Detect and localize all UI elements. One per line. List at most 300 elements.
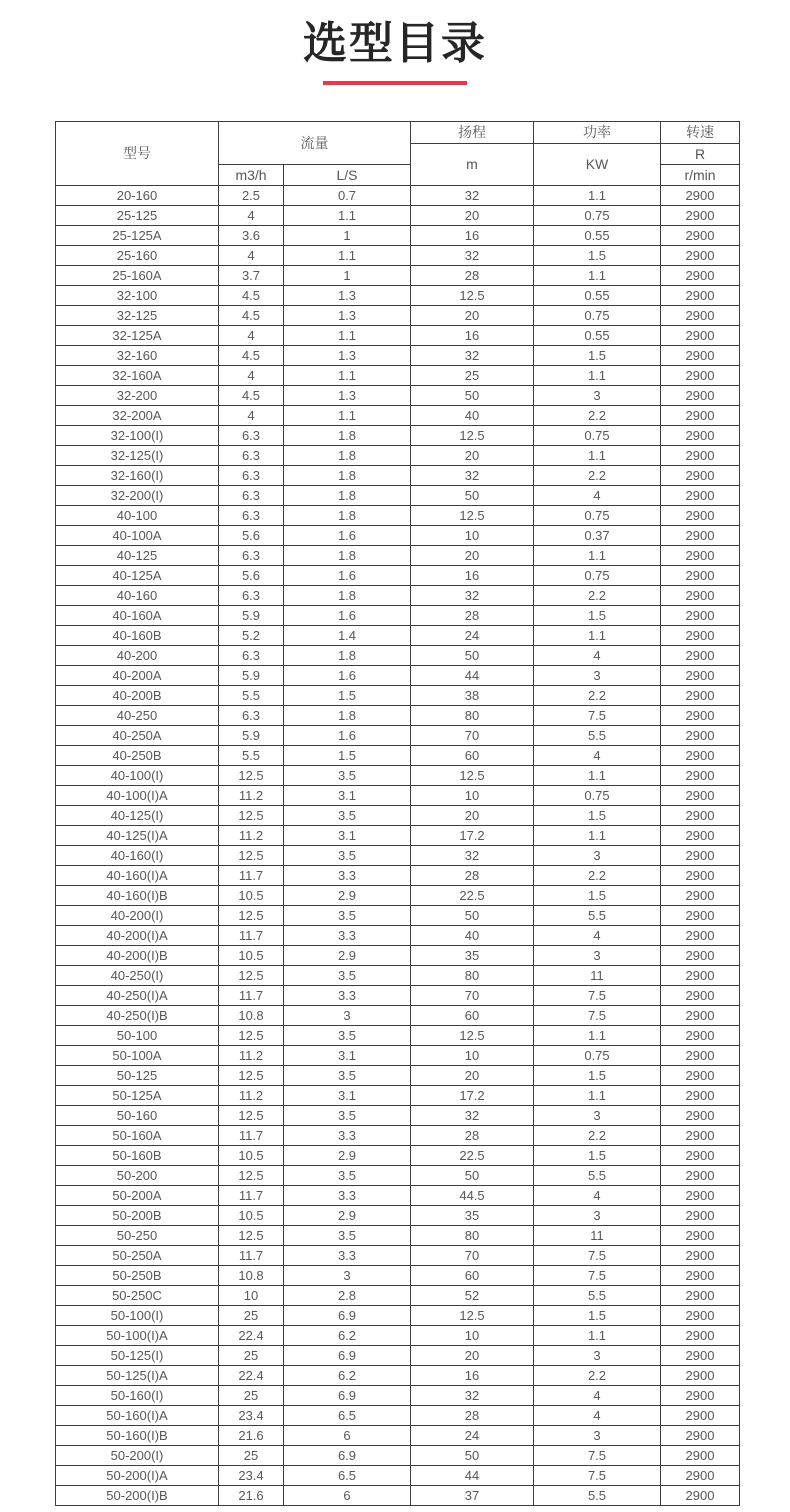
cell-flow-ls: 1.8 xyxy=(284,445,411,465)
table-row xyxy=(56,1325,740,1345)
cell-flow-ls: 2.9 xyxy=(284,885,411,905)
cell-power-kw: 7.5 xyxy=(534,705,661,725)
cell-flow-m3h: 12.5 xyxy=(219,765,284,785)
cell-speed-rpm: 2900 xyxy=(661,485,740,505)
cell-speed-rpm: 2900 xyxy=(661,1485,740,1505)
cell-flow-m3h: 4.5 xyxy=(219,285,284,305)
cell-flow-ls: 3.3 xyxy=(284,985,411,1005)
table-row xyxy=(56,1385,740,1405)
table-row xyxy=(56,405,740,425)
cell-head-m: 28 xyxy=(411,1405,534,1425)
cell-speed-rpm: 2900 xyxy=(661,385,740,405)
cell-power-kw: 0.55 xyxy=(534,325,661,345)
cell-head-m: 16 xyxy=(411,1365,534,1385)
cell-head-m: 20 xyxy=(411,805,534,825)
cell-head-m: 16 xyxy=(411,565,534,585)
table-row xyxy=(56,1065,740,1085)
cell-speed-rpm: 2900 xyxy=(661,525,740,545)
cell-flow-ls: 6.5 xyxy=(284,1465,411,1485)
table-row xyxy=(56,225,740,245)
cell-head-m: 70 xyxy=(411,985,534,1005)
cell-flow-ls: 1.8 xyxy=(284,425,411,445)
cell-power-kw: 7.5 xyxy=(534,1465,661,1485)
cell-power-kw: 5.5 xyxy=(534,1485,661,1505)
cell-head-m: 12.5 xyxy=(411,425,534,445)
cell-speed-rpm: 2900 xyxy=(661,425,740,445)
cell-head-m: 50 xyxy=(411,385,534,405)
cell-power-kw: 5.5 xyxy=(534,1285,661,1305)
cell-flow-m3h: 11.7 xyxy=(219,1185,284,1205)
cell-flow-m3h: 10.8 xyxy=(219,1005,284,1025)
cell-power-kw: 0.75 xyxy=(534,205,661,225)
cell-head-m: 24 xyxy=(411,625,534,645)
cell-speed-rpm: 2900 xyxy=(661,625,740,645)
cell-power-kw: 1.5 xyxy=(534,605,661,625)
cell-power-kw: 4 xyxy=(534,925,661,945)
cell-power-kw: 1.5 xyxy=(534,1305,661,1325)
cell-flow-m3h: 5.5 xyxy=(219,745,284,765)
cell-model: 32-200A xyxy=(56,405,219,425)
cell-speed-rpm: 2900 xyxy=(661,585,740,605)
cell-flow-ls: 3.1 xyxy=(284,1085,411,1105)
cell-flow-ls: 2.9 xyxy=(284,1205,411,1225)
table-row xyxy=(56,1205,740,1225)
cell-head-m: 50 xyxy=(411,645,534,665)
cell-head-m: 12.5 xyxy=(411,505,534,525)
cell-head-m: 52 xyxy=(411,1285,534,1305)
cell-head-m: 32 xyxy=(411,465,534,485)
cell-flow-m3h: 21.6 xyxy=(219,1485,284,1505)
cell-speed-rpm: 2900 xyxy=(661,765,740,785)
cell-speed-rpm: 2900 xyxy=(661,605,740,625)
header-power: 功率 xyxy=(534,121,661,143)
cell-model: 40-160B xyxy=(56,625,219,645)
cell-flow-ls: 1 xyxy=(284,225,411,245)
cell-head-m: 10 xyxy=(411,785,534,805)
table-row xyxy=(56,1025,740,1045)
cell-head-m: 35 xyxy=(411,1205,534,1225)
cell-model: 40-100(I)A xyxy=(56,785,219,805)
cell-model: 50-200 xyxy=(56,1165,219,1185)
cell-power-kw: 0.75 xyxy=(534,565,661,585)
cell-head-m: 32 xyxy=(411,245,534,265)
table-row xyxy=(56,705,740,725)
header-head: 扬程 xyxy=(411,121,534,143)
table-row xyxy=(56,745,740,765)
cell-power-kw: 1.1 xyxy=(534,1085,661,1105)
cell-head-m: 60 xyxy=(411,1005,534,1025)
cell-model: 25-125 xyxy=(56,205,219,225)
cell-speed-rpm: 2900 xyxy=(661,1165,740,1185)
table-row xyxy=(56,1485,740,1505)
cell-flow-ls: 1.8 xyxy=(284,545,411,565)
cell-speed-rpm: 2900 xyxy=(661,945,740,965)
table-row xyxy=(56,1285,740,1305)
cell-power-kw: 4 xyxy=(534,645,661,665)
cell-model: 32-200 xyxy=(56,385,219,405)
cell-head-m: 32 xyxy=(411,1385,534,1405)
cell-speed-rpm: 2900 xyxy=(661,1305,740,1325)
cell-power-kw: 7.5 xyxy=(534,1445,661,1465)
cell-speed-rpm: 2900 xyxy=(661,1265,740,1285)
cell-flow-m3h: 6.3 xyxy=(219,645,284,665)
cell-flow-m3h: 3.6 xyxy=(219,225,284,245)
table-row xyxy=(56,265,740,285)
cell-model: 40-160(I)A xyxy=(56,865,219,885)
cell-power-kw: 1.1 xyxy=(534,365,661,385)
cell-flow-ls: 3.5 xyxy=(284,1065,411,1085)
cell-flow-ls: 3.5 xyxy=(284,905,411,925)
table-row xyxy=(56,1045,740,1065)
cell-power-kw: 1.5 xyxy=(534,245,661,265)
table-row xyxy=(56,685,740,705)
cell-speed-rpm: 2900 xyxy=(661,1125,740,1145)
cell-flow-m3h: 12.5 xyxy=(219,1225,284,1245)
cell-power-kw: 1.1 xyxy=(534,265,661,285)
header-model: 型号 xyxy=(56,121,219,185)
cell-flow-ls: 1.8 xyxy=(284,505,411,525)
cell-flow-ls: 1.5 xyxy=(284,685,411,705)
cell-speed-rpm: 2900 xyxy=(661,745,740,765)
cell-head-m: 32 xyxy=(411,585,534,605)
cell-flow-ls: 1.1 xyxy=(284,365,411,385)
cell-power-kw: 2.2 xyxy=(534,405,661,425)
cell-flow-m3h: 6.3 xyxy=(219,705,284,725)
cell-flow-ls: 3.5 xyxy=(284,845,411,865)
cell-flow-m3h: 12.5 xyxy=(219,805,284,825)
cell-power-kw: 4 xyxy=(534,485,661,505)
table-row xyxy=(56,1165,740,1185)
cell-speed-rpm: 2900 xyxy=(661,325,740,345)
table-row xyxy=(56,845,740,865)
cell-power-kw: 1.5 xyxy=(534,345,661,365)
table-row xyxy=(56,485,740,505)
cell-speed-rpm: 2900 xyxy=(661,285,740,305)
cell-head-m: 12.5 xyxy=(411,765,534,785)
table-row xyxy=(56,805,740,825)
cell-flow-m3h: 6.3 xyxy=(219,425,284,445)
cell-flow-ls: 1.8 xyxy=(284,645,411,665)
cell-model: 50-160A xyxy=(56,1125,219,1145)
cell-head-m: 38 xyxy=(411,685,534,705)
cell-flow-ls: 3.5 xyxy=(284,765,411,785)
table-row xyxy=(56,905,740,925)
cell-flow-ls: 6.2 xyxy=(284,1325,411,1345)
cell-speed-rpm: 2900 xyxy=(661,1465,740,1485)
cell-model: 40-100A xyxy=(56,525,219,545)
cell-flow-m3h: 12.5 xyxy=(219,1065,284,1085)
table-row xyxy=(56,1465,740,1485)
cell-flow-ls: 2.9 xyxy=(284,945,411,965)
cell-flow-m3h: 4 xyxy=(219,405,284,425)
cell-power-kw: 3 xyxy=(534,1425,661,1445)
cell-flow-ls: 1.6 xyxy=(284,565,411,585)
table-row xyxy=(56,1005,740,1025)
table-row xyxy=(56,205,740,225)
table-row xyxy=(56,585,740,605)
cell-model: 32-160A xyxy=(56,365,219,385)
cell-model: 50-200(I)A xyxy=(56,1465,219,1485)
cell-head-m: 70 xyxy=(411,725,534,745)
cell-speed-rpm: 2900 xyxy=(661,1425,740,1445)
cell-flow-ls: 1.1 xyxy=(284,325,411,345)
cell-model: 40-160A xyxy=(56,605,219,625)
cell-flow-m3h: 4.5 xyxy=(219,345,284,365)
cell-speed-rpm: 2900 xyxy=(661,965,740,985)
title-underline-decoration xyxy=(323,81,467,85)
cell-speed-rpm: 2900 xyxy=(661,1345,740,1365)
cell-head-m: 35 xyxy=(411,945,534,965)
cell-model: 40-250(I)B xyxy=(56,1005,219,1025)
header-speed-unit: r/min xyxy=(661,164,740,185)
cell-model: 50-160B xyxy=(56,1145,219,1165)
cell-flow-m3h: 5.6 xyxy=(219,525,284,545)
table-row xyxy=(56,545,740,565)
cell-speed-rpm: 2900 xyxy=(661,225,740,245)
cell-flow-ls: 1.6 xyxy=(284,665,411,685)
cell-head-m: 50 xyxy=(411,485,534,505)
table-row xyxy=(56,645,740,665)
table-row xyxy=(56,305,740,325)
cell-model: 20-160 xyxy=(56,185,219,205)
table-row xyxy=(56,465,740,485)
cell-head-m: 17.2 xyxy=(411,825,534,845)
table-row xyxy=(56,865,740,885)
cell-model: 25-160A xyxy=(56,265,219,285)
cell-power-kw: 1.1 xyxy=(534,445,661,465)
cell-power-kw: 3 xyxy=(534,665,661,685)
cell-speed-rpm: 2900 xyxy=(661,345,740,365)
cell-head-m: 80 xyxy=(411,1225,534,1245)
cell-flow-ls: 1.4 xyxy=(284,625,411,645)
cell-power-kw: 5.5 xyxy=(534,725,661,745)
cell-flow-m3h: 10.8 xyxy=(219,1265,284,1285)
cell-flow-ls: 3.3 xyxy=(284,1125,411,1145)
cell-flow-ls: 3.3 xyxy=(284,1245,411,1265)
cell-speed-rpm: 2900 xyxy=(661,1365,740,1385)
header-speed: 转速 xyxy=(661,121,740,143)
cell-power-kw: 1.1 xyxy=(534,185,661,205)
cell-model: 50-125A xyxy=(56,1085,219,1105)
cell-power-kw: 1.1 xyxy=(534,765,661,785)
cell-model: 40-100 xyxy=(56,505,219,525)
cell-speed-rpm: 2900 xyxy=(661,185,740,205)
cell-flow-ls: 3.5 xyxy=(284,805,411,825)
cell-speed-rpm: 2900 xyxy=(661,665,740,685)
cell-power-kw: 2.2 xyxy=(534,865,661,885)
cell-power-kw: 1.5 xyxy=(534,805,661,825)
header-head-unit: m xyxy=(411,143,534,185)
cell-flow-ls: 2.8 xyxy=(284,1285,411,1305)
cell-flow-ls: 1.3 xyxy=(284,345,411,365)
cell-speed-rpm: 2900 xyxy=(661,1225,740,1245)
cell-speed-rpm: 2900 xyxy=(661,505,740,525)
cell-model: 50-100 xyxy=(56,1025,219,1045)
cell-model: 32-125 xyxy=(56,305,219,325)
cell-model: 32-125(I) xyxy=(56,445,219,465)
table-row xyxy=(56,285,740,305)
cell-model: 40-200A xyxy=(56,665,219,685)
cell-flow-ls: 3.3 xyxy=(284,1185,411,1205)
table-row xyxy=(56,185,740,205)
cell-speed-rpm: 2900 xyxy=(661,1385,740,1405)
cell-flow-m3h: 12.5 xyxy=(219,845,284,865)
table-row xyxy=(56,1185,740,1205)
cell-model: 50-125(I) xyxy=(56,1345,219,1365)
cell-head-m: 40 xyxy=(411,405,534,425)
cell-flow-m3h: 12.5 xyxy=(219,905,284,925)
cell-speed-rpm: 2900 xyxy=(661,785,740,805)
cell-power-kw: 3 xyxy=(534,945,661,965)
cell-flow-m3h: 25 xyxy=(219,1445,284,1465)
cell-flow-ls: 3 xyxy=(284,1265,411,1285)
cell-head-m: 44.5 xyxy=(411,1185,534,1205)
cell-power-kw: 2.2 xyxy=(534,1125,661,1145)
cell-model: 50-100A xyxy=(56,1045,219,1065)
table-row xyxy=(56,345,740,365)
cell-flow-m3h: 10.5 xyxy=(219,1145,284,1165)
cell-head-m: 20 xyxy=(411,445,534,465)
cell-flow-m3h: 10 xyxy=(219,1285,284,1305)
cell-speed-rpm: 2900 xyxy=(661,265,740,285)
cell-model: 50-250A xyxy=(56,1245,219,1265)
cell-head-m: 24 xyxy=(411,1425,534,1445)
table-row xyxy=(56,525,740,545)
cell-speed-rpm: 2900 xyxy=(661,405,740,425)
cell-flow-ls: 1.8 xyxy=(284,465,411,485)
table-row xyxy=(56,765,740,785)
cell-power-kw: 0.55 xyxy=(534,285,661,305)
cell-head-m: 22.5 xyxy=(411,885,534,905)
cell-head-m: 12.5 xyxy=(411,285,534,305)
cell-power-kw: 3 xyxy=(534,1205,661,1225)
table-row xyxy=(56,245,740,265)
cell-flow-m3h: 12.5 xyxy=(219,1105,284,1125)
table-row xyxy=(56,1305,740,1325)
cell-flow-ls: 3.1 xyxy=(284,785,411,805)
cell-power-kw: 7.5 xyxy=(534,985,661,1005)
cell-power-kw: 3 xyxy=(534,1105,661,1125)
cell-flow-ls: 1.1 xyxy=(284,205,411,225)
cell-head-m: 16 xyxy=(411,325,534,345)
header-row-1 xyxy=(56,121,740,143)
cell-flow-m3h: 22.4 xyxy=(219,1365,284,1385)
cell-power-kw: 7.5 xyxy=(534,1245,661,1265)
cell-flow-ls: 3 xyxy=(284,1005,411,1025)
cell-flow-m3h: 5.9 xyxy=(219,605,284,625)
cell-head-m: 80 xyxy=(411,705,534,725)
cell-model: 32-125A xyxy=(56,325,219,345)
cell-power-kw: 0.75 xyxy=(534,305,661,325)
cell-flow-ls: 3.5 xyxy=(284,1225,411,1245)
table-row xyxy=(56,425,740,445)
table-row xyxy=(56,1085,740,1105)
cell-head-m: 10 xyxy=(411,1325,534,1345)
cell-head-m: 25 xyxy=(411,365,534,385)
cell-flow-m3h: 25 xyxy=(219,1305,284,1325)
cell-head-m: 60 xyxy=(411,1265,534,1285)
cell-flow-m3h: 12.5 xyxy=(219,1025,284,1045)
header-flow: 流量 xyxy=(219,121,411,164)
cell-power-kw: 5.5 xyxy=(534,905,661,925)
cell-flow-m3h: 6.3 xyxy=(219,505,284,525)
cell-speed-rpm: 2900 xyxy=(661,1285,740,1305)
cell-flow-m3h: 11.2 xyxy=(219,785,284,805)
cell-model: 50-160(I)A xyxy=(56,1405,219,1425)
cell-model: 50-250B xyxy=(56,1265,219,1285)
cell-head-m: 32 xyxy=(411,185,534,205)
cell-head-m: 44 xyxy=(411,1465,534,1485)
cell-flow-ls: 6.2 xyxy=(284,1365,411,1385)
cell-speed-rpm: 2900 xyxy=(661,845,740,865)
cell-power-kw: 11 xyxy=(534,1225,661,1245)
table-row xyxy=(56,1125,740,1145)
cell-model: 40-250(I)A xyxy=(56,985,219,1005)
cell-flow-ls: 3.3 xyxy=(284,925,411,945)
cell-power-kw: 0.75 xyxy=(534,425,661,445)
cell-head-m: 12.5 xyxy=(411,1025,534,1045)
cell-flow-ls: 6 xyxy=(284,1485,411,1505)
cell-power-kw: 0.75 xyxy=(534,785,661,805)
table-row xyxy=(56,325,740,345)
cell-flow-ls: 1.6 xyxy=(284,525,411,545)
table-row xyxy=(56,925,740,945)
cell-speed-rpm: 2900 xyxy=(661,865,740,885)
table-row xyxy=(56,725,740,745)
cell-model: 25-125A xyxy=(56,225,219,245)
cell-flow-m3h: 11.2 xyxy=(219,1045,284,1065)
cell-power-kw: 0.55 xyxy=(534,225,661,245)
table-row xyxy=(56,1345,740,1365)
table-row xyxy=(56,1105,740,1125)
cell-flow-m3h: 11.2 xyxy=(219,825,284,845)
table-row xyxy=(56,1425,740,1445)
cell-flow-m3h: 10.5 xyxy=(219,945,284,965)
cell-model: 40-200 xyxy=(56,645,219,665)
cell-speed-rpm: 2900 xyxy=(661,1185,740,1205)
cell-power-kw: 1.1 xyxy=(534,1325,661,1345)
cell-head-m: 20 xyxy=(411,1065,534,1085)
cell-power-kw: 4 xyxy=(534,1185,661,1205)
cell-flow-m3h: 4 xyxy=(219,245,284,265)
table-row xyxy=(56,445,740,465)
selection-table xyxy=(55,121,740,1506)
cell-speed-rpm: 2900 xyxy=(661,1445,740,1465)
cell-head-m: 32 xyxy=(411,345,534,365)
table-row xyxy=(56,665,740,685)
cell-model: 40-250(I) xyxy=(56,965,219,985)
cell-flow-ls: 0.7 xyxy=(284,185,411,205)
cell-head-m: 40 xyxy=(411,925,534,945)
header-flow-unit-m3h: m3/h xyxy=(219,164,284,185)
cell-flow-m3h: 6.3 xyxy=(219,485,284,505)
cell-head-m: 32 xyxy=(411,1105,534,1125)
table-row xyxy=(56,1445,740,1465)
cell-head-m: 16 xyxy=(411,225,534,245)
cell-flow-m3h: 22.4 xyxy=(219,1325,284,1345)
cell-model: 40-200(I)A xyxy=(56,925,219,945)
header-speed-r: R xyxy=(661,143,740,164)
cell-power-kw: 7.5 xyxy=(534,1005,661,1025)
header-flow-unit-ls: L/S xyxy=(284,164,411,185)
cell-power-kw: 1.1 xyxy=(534,625,661,645)
cell-flow-ls: 1.8 xyxy=(284,705,411,725)
cell-power-kw: 2.2 xyxy=(534,465,661,485)
cell-flow-m3h: 10.5 xyxy=(219,1205,284,1225)
cell-speed-rpm: 2900 xyxy=(661,1025,740,1045)
cell-flow-m3h: 11.7 xyxy=(219,925,284,945)
cell-flow-m3h: 5.2 xyxy=(219,625,284,645)
